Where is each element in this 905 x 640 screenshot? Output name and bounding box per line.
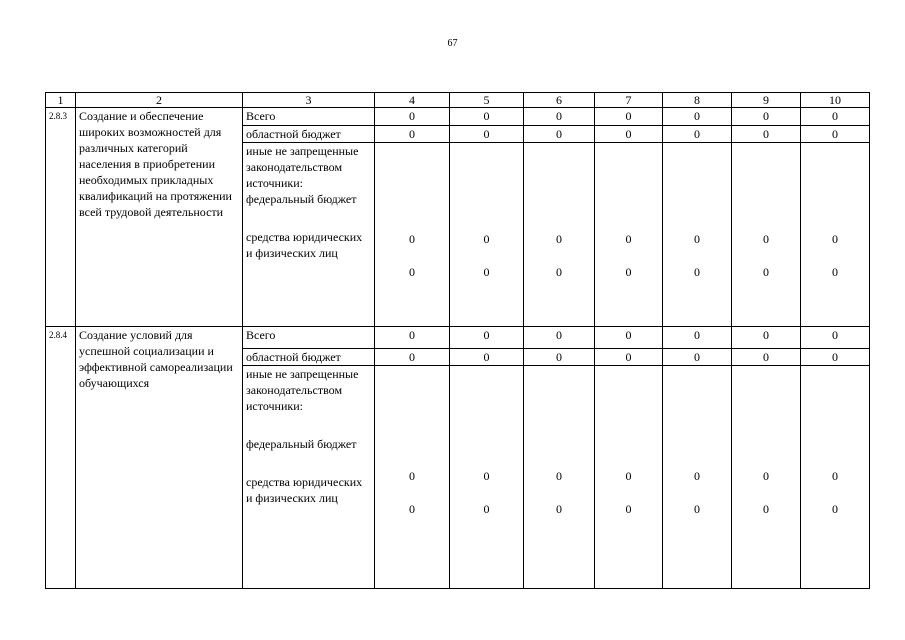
row-label: областной бюджет bbox=[243, 125, 375, 142]
row-label: Всего bbox=[243, 108, 375, 125]
row-total bbox=[46, 326, 870, 348]
row-total bbox=[46, 108, 870, 125]
legal-value: 0 bbox=[556, 264, 562, 279]
value-cell: 0 bbox=[375, 108, 450, 125]
header-cell: 7 bbox=[595, 93, 663, 108]
value-cell bbox=[663, 142, 732, 326]
value-cell: 0 bbox=[595, 349, 663, 366]
federal-value: 0 bbox=[763, 231, 769, 246]
value-cell: 0 bbox=[663, 108, 732, 125]
federal-value: 0 bbox=[556, 469, 562, 484]
sources-cell bbox=[243, 366, 375, 589]
value-cell: 0 bbox=[375, 349, 450, 366]
value-cell bbox=[732, 366, 801, 589]
header-row bbox=[46, 93, 870, 108]
value-cell: 0 bbox=[732, 125, 801, 142]
federal-label: федеральный бюджет bbox=[246, 437, 357, 452]
value-cell bbox=[801, 142, 870, 326]
federal-value: 0 bbox=[625, 231, 632, 246]
page-number: 67 bbox=[447, 38, 458, 49]
legal-value: 0 bbox=[694, 502, 700, 517]
value-cell bbox=[524, 366, 595, 589]
legal-value: 0 bbox=[625, 264, 632, 279]
header-cell: 6 bbox=[524, 93, 595, 108]
value-cell: 0 bbox=[375, 125, 450, 142]
value-cell: 0 bbox=[595, 108, 663, 125]
value-cell bbox=[732, 142, 801, 326]
legal-value: 0 bbox=[832, 264, 838, 279]
value-cell bbox=[450, 142, 524, 326]
value-cell: 0 bbox=[801, 108, 870, 125]
value-cell: 0 bbox=[801, 326, 870, 348]
value-cell: 0 bbox=[801, 125, 870, 142]
other-sources-label: иные не запрещенные законодательством источники: bbox=[246, 143, 359, 190]
value-cell: 0 bbox=[524, 108, 595, 125]
federal-value: 0 bbox=[483, 231, 490, 246]
section-index: 2.8.3 bbox=[46, 108, 76, 326]
value-cell: 0 bbox=[450, 108, 524, 125]
legal-value: 0 bbox=[694, 264, 700, 279]
legal-label: средства юридических и физических лиц bbox=[246, 229, 363, 260]
value-cell: 0 bbox=[801, 349, 870, 366]
section-name: Создание и обеспечение широких возможностей для различных категорий населения в приобретении необходимых прикладных квалификаций на протяжении всей трудовой деятельности bbox=[76, 108, 243, 326]
federal-value: 0 bbox=[694, 231, 700, 246]
header-cell: 9 bbox=[732, 93, 801, 108]
budget-table bbox=[45, 92, 870, 589]
header-cell: 1 bbox=[46, 93, 76, 108]
value-cell: 0 bbox=[732, 108, 801, 125]
header-cell: 5 bbox=[450, 93, 524, 108]
value-cell bbox=[375, 366, 450, 589]
row-label: областной бюджет bbox=[243, 349, 375, 366]
federal-value: 0 bbox=[694, 469, 700, 484]
section-name: Создание условий для успешной социализации и эффективной самореализации обучающихся bbox=[76, 326, 243, 588]
legal-value: 0 bbox=[483, 264, 490, 279]
legal-value: 0 bbox=[556, 502, 562, 517]
value-cell: 0 bbox=[595, 125, 663, 142]
value-cell: 0 bbox=[450, 125, 524, 142]
federal-value: 0 bbox=[832, 469, 838, 484]
value-cell: 0 bbox=[450, 326, 524, 348]
federal-value: 0 bbox=[625, 469, 632, 484]
legal-value: 0 bbox=[483, 502, 490, 517]
value-cell bbox=[801, 366, 870, 589]
federal-value: 0 bbox=[409, 469, 415, 484]
federal-label: федеральный бюджет bbox=[246, 191, 357, 206]
other-sources-label: иные не запрещенные законодательством источники: bbox=[246, 367, 359, 414]
value-cell bbox=[595, 366, 663, 589]
value-cell: 0 bbox=[663, 349, 732, 366]
header-cell: 2 bbox=[76, 93, 243, 108]
value-cell: 0 bbox=[663, 326, 732, 348]
value-cell: 0 bbox=[375, 326, 450, 348]
federal-value: 0 bbox=[763, 469, 769, 484]
federal-value: 0 bbox=[556, 231, 562, 246]
row-label: Всего bbox=[243, 326, 375, 348]
sources-cell bbox=[243, 142, 375, 326]
value-cell: 0 bbox=[450, 349, 524, 366]
value-cell: 0 bbox=[732, 326, 801, 348]
value-cell bbox=[663, 366, 732, 589]
header-cell: 4 bbox=[375, 93, 450, 108]
value-cell bbox=[524, 142, 595, 326]
value-cell bbox=[375, 142, 450, 326]
value-cell: 0 bbox=[524, 349, 595, 366]
legal-value: 0 bbox=[763, 502, 769, 517]
section-index: 2.8.4 bbox=[46, 326, 76, 588]
value-cell: 0 bbox=[595, 326, 663, 348]
value-cell bbox=[450, 366, 524, 589]
federal-value: 0 bbox=[483, 469, 490, 484]
federal-value: 0 bbox=[409, 231, 415, 246]
legal-label: средства юридических и физических лиц bbox=[246, 475, 363, 506]
header-cell: 8 bbox=[663, 93, 732, 108]
federal-value: 0 bbox=[832, 231, 838, 246]
header-cell: 10 bbox=[801, 93, 870, 108]
legal-value: 0 bbox=[763, 264, 769, 279]
legal-value: 0 bbox=[409, 502, 415, 517]
value-cell: 0 bbox=[524, 125, 595, 142]
value-cell: 0 bbox=[663, 125, 732, 142]
legal-value: 0 bbox=[625, 502, 632, 517]
value-cell: 0 bbox=[524, 326, 595, 348]
header-cell: 3 bbox=[243, 93, 375, 108]
value-cell: 0 bbox=[732, 349, 801, 366]
value-cell bbox=[595, 142, 663, 326]
legal-value: 0 bbox=[832, 502, 838, 517]
legal-value: 0 bbox=[409, 264, 415, 279]
